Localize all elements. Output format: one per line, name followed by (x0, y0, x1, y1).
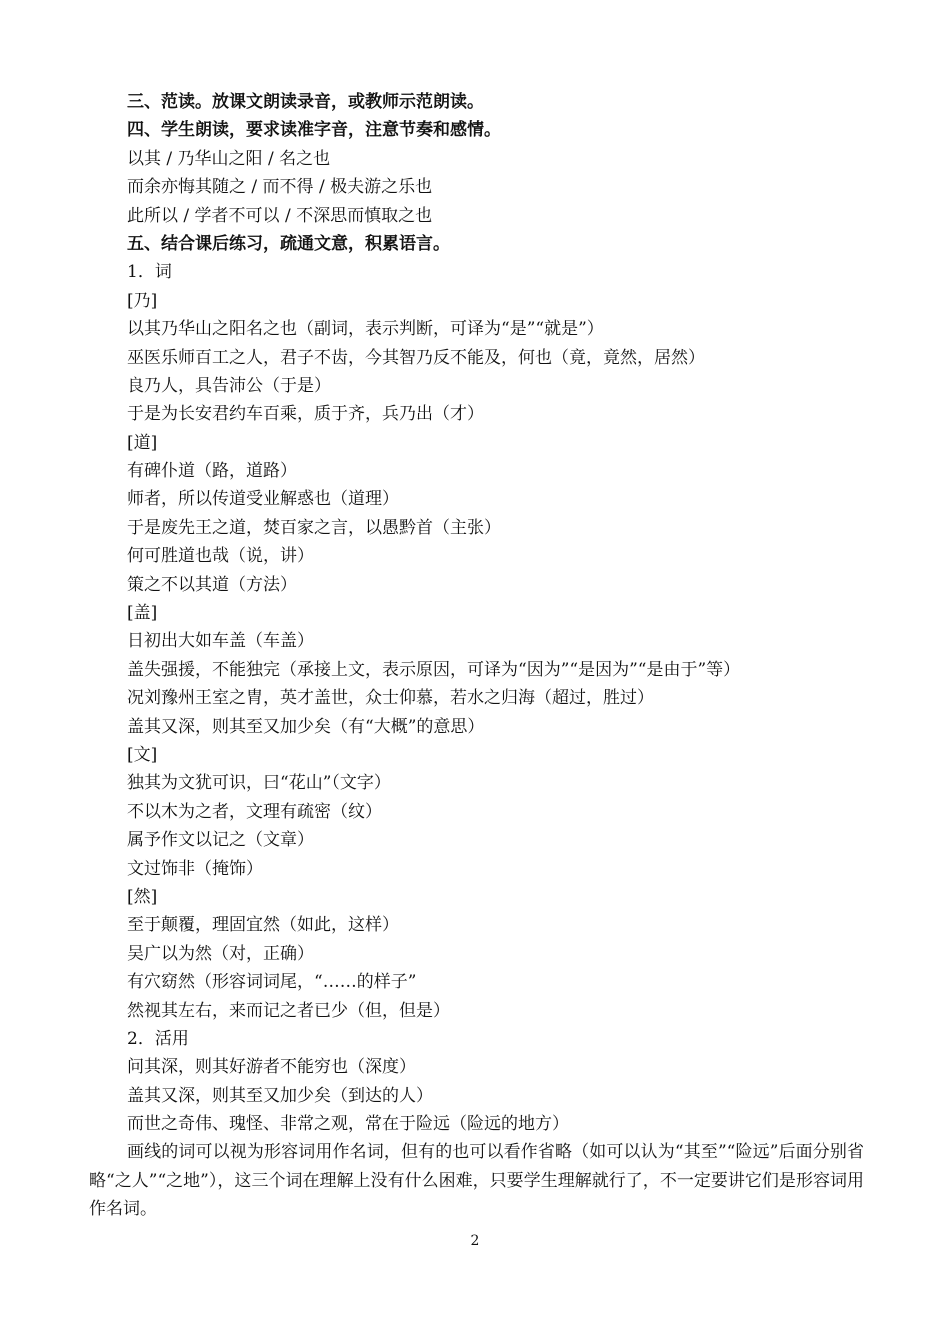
text-line: 独其为文犹可识，曰“花山”（文字） (127, 773, 391, 794)
text-line: 以其乃华山之阳名之也（副词，表示判断，可译为“是”“就是”） (127, 319, 604, 340)
closing-paragraph: 画线的词可以视为形容词用作名词，但有的也可以看作省略（如可以认为“其至”“险远”后面分别省略“之人”“之地”），这三个词在理解上没有什么困难，只要学生理解就行了，不一定要讲它们是形容词用作名词。 (89, 1142, 864, 1220)
text-line: 此所以 / 学者不可以 / 不深思而慎取之也 (127, 205, 433, 226)
text-line: 属予作文以记之（文章） (127, 830, 314, 851)
text-line: 况刘豫州王室之胄，英才盖世，众士仰慕，若水之归海（超过，胜过） (127, 688, 654, 709)
page-number: 2 (470, 1233, 480, 1249)
text-line: 不以木为之者，文理有疏密（纹） (127, 801, 382, 822)
text-line: [道] (127, 432, 158, 453)
text-line: 而余亦悔其随之 / 而不得 / 极夫游之乐也 (127, 177, 433, 198)
text-line: [然] (127, 886, 158, 907)
text-line: 盖其又深，则其至又加少矣（有“大概”的意思） (127, 716, 485, 737)
text-lines (89, 88, 864, 1138)
text-line: 师者，所以传道受业解惑也（道理） (127, 489, 399, 510)
text-line: 而世之奇伟、瑰怪、非常之观，常在于险远（险远的地方） (127, 1114, 569, 1135)
text-line: 策之不以其道（方法） (127, 574, 297, 595)
text-line: 于是废先王之道，焚百家之言，以愚黔首（主张） (127, 517, 501, 538)
text-line: 吴广以为然（对，正确） (127, 943, 314, 964)
text-line: 巫医乐师百工之人，君子不齿，今其智乃反不能及，何也（竟，竟然，居然） (127, 347, 705, 368)
text-line: 然视其左右，来而记之者已少（但，但是） (127, 1000, 450, 1021)
text-line: [文] (127, 744, 158, 765)
text-line: [乃] (127, 290, 158, 311)
text-line: 1．词 (127, 262, 172, 283)
section-heading: 四、学生朗读，要求读准字音，注意节奏和感情。 (127, 120, 501, 141)
text-line: 至于颠覆，理固宜然（如此，这样） (127, 915, 399, 936)
text-line: 问其深，则其好游者不能穷也（深度） (127, 1057, 416, 1078)
text-line: 盖失强援，不能独完（承接上文，表示原因，可译为“因为”“是因为”“是由于”等） (127, 659, 741, 680)
text-line: 有碑仆道（路，道路） (127, 461, 297, 482)
text-line: 有穴窈然（形容词词尾，“……的样子” (127, 972, 417, 993)
text-line: 盖其又深，则其至又加少矣（到达的人） (127, 1085, 433, 1106)
text-line: 以其 / 乃华山之阳 / 名之也 (127, 148, 331, 169)
text-line: 良乃人，具告沛公（于是） (127, 375, 331, 396)
text-line: 何可胜道也哉（说，讲） (127, 546, 314, 567)
text-line: 2．活用 (127, 1028, 189, 1049)
text-line: 于是为长安君约车百乘，质于齐，兵乃出（才） (127, 404, 484, 425)
text-line: 日初出大如车盖（车盖） (127, 631, 314, 652)
section-heading: 三、范读。放课文朗读录音，或教师示范朗读。 (127, 92, 484, 112)
document-body (89, 88, 864, 1224)
text-line: [盖] (127, 603, 158, 624)
text-line: 文过饰非（掩饰） (127, 858, 263, 879)
section-heading: 五、结合课后练习，疏通文意，积累语言。 (127, 233, 450, 254)
